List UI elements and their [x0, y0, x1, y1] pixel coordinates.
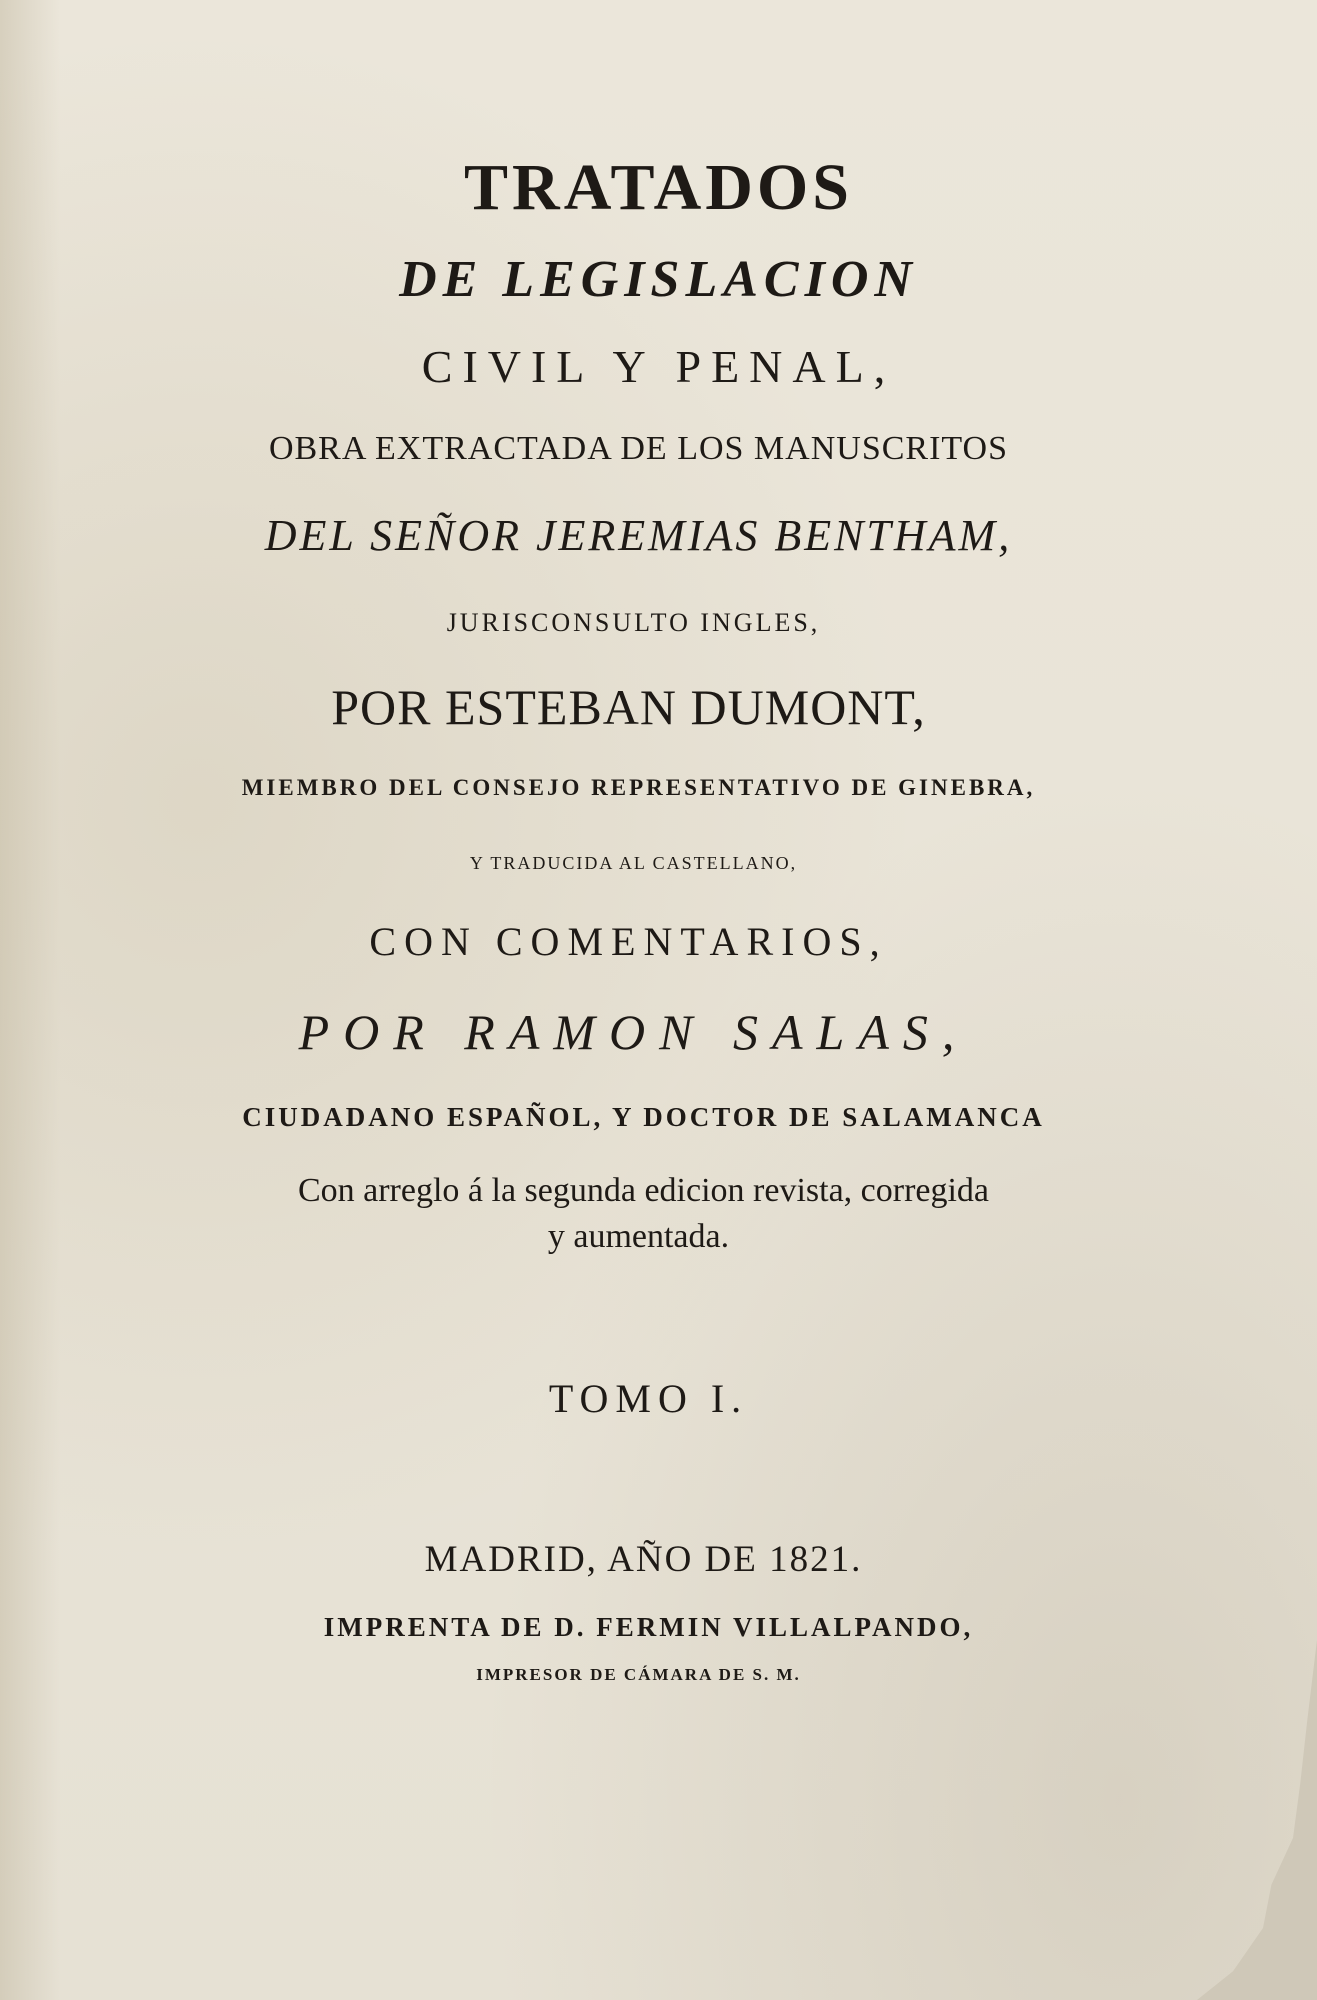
description-line: OBRA EXTRACTADA DE LOS MANUSCRITOS — [268, 430, 1009, 467]
book-title: TRATADOS — [464, 151, 853, 224]
book-subtitle-2: CIVIL Y PENAL, — [421, 341, 896, 392]
imprint-place-date: MADRID, AÑO DE 1821. — [424, 1539, 863, 1580]
translator-description: CIUDADANO ESPAÑOL, Y DOCTOR DE SALAMANCA — [242, 1102, 1045, 1132]
commentary-line: CON COMENTARIOS, — [369, 919, 888, 964]
editor-description: MIEMBRO DEL CONSEJO REPRESENTATIVO DE GINEBRA, — [241, 775, 1036, 800]
author-description: JURISCONSULTO INGLES, — [446, 608, 821, 637]
imprint-printer: IMPRENTA DE D. FERMIN VILLALPANDO, — [323, 1612, 974, 1642]
editor-line: POR ESTEBAN DUMONT, — [331, 679, 926, 735]
imprint-printer-title: IMPRESOR DE CÁMARA DE S. M. — [476, 1665, 801, 1684]
edition-note-line-2: y aumentada. — [547, 1218, 730, 1255]
edition-note-line-1: Con arreglo á la segunda edicion revista, corregida — [297, 1172, 990, 1209]
volume-label: TOMO I. — [548, 1376, 749, 1421]
author-line: DEL SEÑOR JEREMIAS BENTHAM, — [264, 511, 1013, 560]
translator-line: POR RAMON SALAS, — [298, 1004, 969, 1060]
torn-page-corner — [1197, 1640, 1317, 2000]
translation-note: Y TRADUCIDA AL CASTELLANO, — [469, 853, 798, 873]
book-subtitle-1: DE LEGISLACION — [399, 251, 918, 308]
